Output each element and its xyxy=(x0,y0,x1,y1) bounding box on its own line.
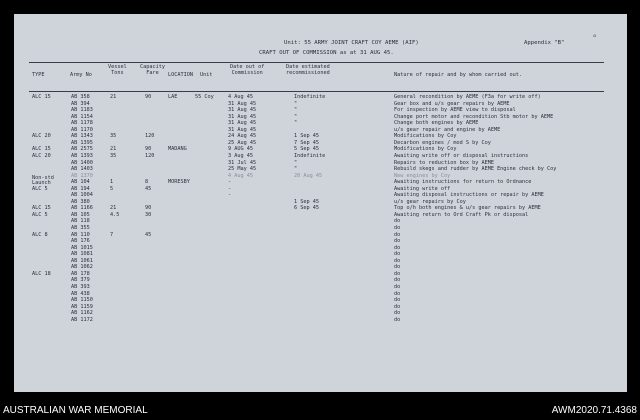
table-row xyxy=(14,291,627,297)
cell-nat: Change port motor and recondition Stb motor by AEME xyxy=(394,113,554,120)
cell-army: AB 118 xyxy=(71,218,90,225)
cell-est: Indefinite xyxy=(294,94,326,100)
cell-est: 6 Sep 45 xyxy=(294,205,319,212)
cell-est: " xyxy=(294,120,298,127)
col-capacity-fare: Capacity Fare xyxy=(140,64,165,77)
col-type: TYPE xyxy=(32,72,45,78)
cell-army: AB 1395 xyxy=(71,139,93,146)
table-row xyxy=(14,120,627,126)
table-row xyxy=(14,114,627,120)
table-row xyxy=(14,310,627,316)
cell-tons: 21 xyxy=(110,94,117,100)
cell-army: AB 1154 xyxy=(71,113,93,120)
cell-tons: 21 xyxy=(110,205,117,212)
table-row xyxy=(14,225,627,231)
cell-type: ALC 5 xyxy=(32,185,48,192)
cell-army: AB 1159 xyxy=(71,303,93,310)
cell-nat: Modifications by Coy xyxy=(394,146,457,153)
cell-army: AB 1170 xyxy=(71,126,93,133)
cell-army: AB 2575 xyxy=(71,146,93,153)
cell-type: ALC 5 xyxy=(32,211,48,218)
cell-nat: u/s gear repairs by Coy xyxy=(394,198,466,205)
cell-nat: u/s gear repair and engine by AEME xyxy=(394,126,501,133)
cell-army: AB 1004 xyxy=(71,192,93,199)
cell-type: ALC 18 xyxy=(32,270,51,277)
table-row xyxy=(14,186,627,192)
cell-type: ALC 15 xyxy=(32,94,51,100)
col-date-out: Date out of Commission xyxy=(230,64,265,77)
cell-nat: do xyxy=(394,251,401,258)
col-unit: Unit xyxy=(200,72,213,78)
cell-nat: do xyxy=(394,218,401,225)
table-row xyxy=(14,264,627,270)
report-title: CRAFT OUT OF COMMISSION as at 31 AUG 45. xyxy=(259,50,394,56)
cell-est: " xyxy=(294,107,298,114)
cell-army: AB 194 xyxy=(71,185,90,192)
unit-heading: Unit: 55 ARMY JOINT CRAFT COY AEME (AIF) xyxy=(284,40,419,46)
cell-army: AB 1162 xyxy=(71,310,93,317)
table-row xyxy=(14,146,627,152)
table-row xyxy=(14,258,627,264)
table-row xyxy=(14,127,627,133)
cell-nat: do xyxy=(394,257,401,264)
table-row xyxy=(14,140,627,146)
cell-army: AB 379 xyxy=(71,277,90,284)
col-nature: Nature of repair and by whom carried out. xyxy=(394,72,523,78)
cell-est: " xyxy=(294,100,298,107)
cell-cap: 90 xyxy=(145,94,152,100)
cell-est: " xyxy=(294,166,298,173)
table-row xyxy=(14,245,627,251)
cell-nat: do xyxy=(394,238,401,245)
cell-date: 3 Aug 45 xyxy=(228,152,253,159)
table-row xyxy=(14,317,627,323)
table-row xyxy=(14,238,627,244)
cell-unit: 55 Coy xyxy=(195,94,214,100)
table-row xyxy=(14,173,627,179)
cell-type: ALC 20 xyxy=(32,152,51,159)
table-row xyxy=(14,284,627,290)
col-army-no: Army No xyxy=(70,72,92,78)
cell-type: ALC 15 xyxy=(32,205,51,212)
table-row xyxy=(14,166,627,172)
header-bottom-rule xyxy=(29,91,604,92)
cell-nat: Awaiting return to Ord Craft Pk or disposal xyxy=(394,211,529,218)
table-row xyxy=(14,133,627,139)
table-row xyxy=(14,232,627,238)
cell-nat: do xyxy=(394,283,401,290)
cell-army: AB 1062 xyxy=(71,264,93,271)
cell-cap: 8 xyxy=(145,179,149,186)
cell-army: AB 358 xyxy=(71,94,90,100)
table-row xyxy=(14,94,627,100)
table-row xyxy=(14,101,627,107)
cell-cap: 30 xyxy=(145,211,152,218)
cell-est: " xyxy=(294,113,298,120)
cell-nat: Top o/h both engines & u/s gear repairs by AEME xyxy=(394,205,541,212)
cell-army: AB 104 xyxy=(71,179,90,186)
table-row xyxy=(14,297,627,303)
cell-nat: do xyxy=(394,290,401,297)
cell-date: - xyxy=(228,192,232,199)
cell-nat: Awaiting instructions for return to Ordnance xyxy=(394,179,532,186)
cell-est: 7 Sep 45 xyxy=(294,139,319,146)
cell-army: AB 393 xyxy=(71,283,90,290)
cell-nat: Awaiting disposal instructions or repair by AEME xyxy=(394,192,544,199)
cell-nat: Awaiting write off xyxy=(394,185,451,192)
cell-tons: 5 xyxy=(110,185,114,192)
cell-tons: 1 xyxy=(110,179,114,186)
cell-cap: 90 xyxy=(145,146,152,153)
cell-army: AB 438 xyxy=(71,290,90,297)
cell-type: ALC 8 xyxy=(32,231,48,238)
cell-nat: Repairs to reduction box by AEME xyxy=(394,159,494,166)
cell-nat: Decarbon engines / mod S by Coy xyxy=(394,139,491,146)
cell-army: AB 1400 xyxy=(71,159,93,166)
cell-type: ALC 15 xyxy=(32,146,51,153)
cell-army: AB 178 xyxy=(71,270,90,277)
cell-date: 9 AUG 45 xyxy=(228,146,253,153)
cell-date: 24 Aug 45 xyxy=(228,133,257,140)
cell-nat: do xyxy=(394,277,401,284)
cell-nat: do xyxy=(394,225,401,231)
cell-date: 31 Aug 45 xyxy=(228,107,257,114)
cell-army: AB 1172 xyxy=(71,316,93,323)
cell-army: AB 1061 xyxy=(71,257,93,264)
cell-type: ALC 20 xyxy=(32,133,51,140)
cell-cap: 45 xyxy=(145,185,152,192)
col-vessel-tons: Vessel Tons xyxy=(108,64,127,77)
cell-tons: 35 xyxy=(110,133,117,140)
cell-nat: do xyxy=(394,316,401,323)
cell-nat: Change both engines by AEME xyxy=(394,120,479,127)
table-row xyxy=(14,304,627,310)
cell-nat: Rebuild skegs and rudder by AEME Engine check by Coy xyxy=(394,166,557,173)
cell-army: AB 110 xyxy=(71,231,90,238)
corner-mark: ° xyxy=(592,34,598,44)
cell-loc: LAE xyxy=(168,94,178,100)
cell-army: AB 355 xyxy=(71,225,90,231)
cell-army: AB 1015 xyxy=(71,244,93,251)
cell-cap: 90 xyxy=(145,205,152,212)
cell-nat: New engines by Coy xyxy=(394,172,451,179)
table-row xyxy=(14,271,627,277)
cell-army: AB 394 xyxy=(71,100,90,107)
table-row xyxy=(14,199,627,205)
cell-est: " xyxy=(294,159,298,166)
document-sheet xyxy=(14,14,627,392)
table-row xyxy=(14,160,627,166)
cell-army: AB 1178 xyxy=(71,120,93,127)
table-row xyxy=(14,277,627,283)
cell-cap: 45 xyxy=(145,231,152,238)
archive-reference: AWM2020.71.4368 xyxy=(551,405,637,416)
cell-est: 1 Sep 45 xyxy=(294,198,319,205)
cell-army: AB 176 xyxy=(71,238,90,245)
cell-army: AB 1343 xyxy=(71,133,93,140)
table-row xyxy=(14,212,627,218)
cell-est: 1 Sep 45 xyxy=(294,133,319,140)
cell-nat: do xyxy=(394,264,401,271)
cell-date: 31 Jul 45 xyxy=(228,159,257,166)
cell-nat: do xyxy=(394,303,401,310)
cell-nat: do xyxy=(394,244,401,251)
cell-nat: Awaiting write off or disposal instructions xyxy=(394,152,529,159)
cell-army: AB 105 xyxy=(71,211,90,218)
cell-nat: For inspection by AEME view to disposal xyxy=(394,107,516,114)
cell-army: AB 1370 xyxy=(71,172,93,179)
cell-army: AB 1081 xyxy=(71,251,93,258)
cell-nat: do xyxy=(394,231,401,238)
cell-tons: 21 xyxy=(110,146,117,153)
cell-est: 5 Sep 45 xyxy=(294,146,319,153)
appendix-label: Appendix "B" xyxy=(524,40,565,46)
cell-tons: 4.5 xyxy=(110,211,120,218)
cell-type: Non-std Launch xyxy=(32,175,54,186)
cell-date: 4 Aug 45 xyxy=(228,172,253,179)
table-row xyxy=(14,153,627,159)
cell-cap: 120 xyxy=(145,133,155,140)
cell-army: AB 1150 xyxy=(71,297,93,304)
cell-date: 25 May 45 xyxy=(228,166,257,173)
cell-nat: Gear box and u/s gear repairs by AEME xyxy=(394,100,510,107)
col-date-estimated: Date estimated recommissioned xyxy=(286,64,330,77)
cell-date: 4 Aug 45 xyxy=(228,94,253,100)
table-row xyxy=(14,218,627,224)
cell-army: AB 380 xyxy=(71,198,90,205)
cell-army: AB 1393 xyxy=(71,152,93,159)
cell-loc: MADANG xyxy=(168,146,187,153)
cell-date: - xyxy=(228,179,232,186)
cell-nat: General recondition by AEME (F3a for write off) xyxy=(394,94,541,100)
cell-date: 31 Aug 45 xyxy=(228,100,257,107)
cell-est: 20 Aug 45 xyxy=(294,172,323,179)
table-row xyxy=(14,192,627,198)
cell-loc: MORESBY xyxy=(168,179,190,186)
table-row xyxy=(14,205,627,211)
cell-army: AB 1403 xyxy=(71,166,93,173)
table-row xyxy=(14,107,627,113)
cell-date: 31 Aug 45 xyxy=(228,120,257,127)
archive-footer xyxy=(0,400,640,420)
cell-date: - xyxy=(228,185,232,192)
cell-nat: do xyxy=(394,297,401,304)
cell-date: 25 Aug 45 xyxy=(228,139,257,146)
cell-tons: 35 xyxy=(110,152,117,159)
institution-name: AUSTRALIAN WAR MEMORIAL xyxy=(3,405,148,416)
header-top-rule xyxy=(29,62,604,63)
cell-cap: 120 xyxy=(145,152,155,159)
cell-date: 31 Aug 45 xyxy=(228,113,257,120)
cell-nat: Modifications by Coy xyxy=(394,133,457,140)
cell-army: AB 1183 xyxy=(71,107,93,114)
col-location: LOCATION xyxy=(168,72,193,78)
cell-army: AB 1166 xyxy=(71,205,93,212)
cell-date: 31 Aug 45 xyxy=(228,126,257,133)
cell-est: Indefinite xyxy=(294,152,326,159)
cell-tons: 7 xyxy=(110,231,114,238)
cell-nat: do xyxy=(394,270,401,277)
table-row xyxy=(14,251,627,257)
cell-nat: do xyxy=(394,310,401,317)
